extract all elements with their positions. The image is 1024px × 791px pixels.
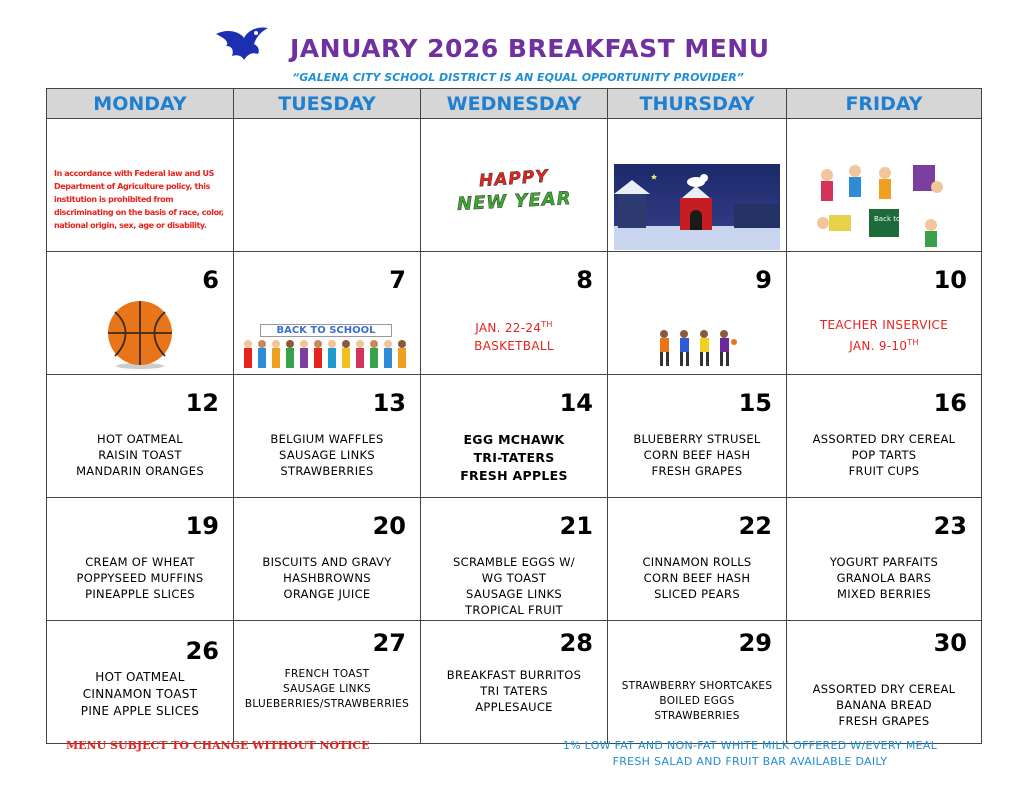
kids-row-icon	[240, 338, 414, 370]
salad-bar-notice: FRESH SALAD AND FRUIT BAR AVAILABLE DAILY	[612, 755, 888, 768]
menu-items	[47, 554, 233, 602]
menu-item: SCRAMBLE EGGS W/	[453, 555, 575, 569]
menu-item: CINNAMON ROLLS	[642, 555, 752, 569]
day-cell	[787, 252, 982, 375]
menu-items	[608, 431, 786, 479]
menu-items	[787, 554, 981, 602]
menu-item: FRESH GRAPES	[838, 714, 930, 728]
snoopy-doghouse-image	[614, 164, 780, 250]
menu-item: FRUIT CUPS	[848, 464, 920, 478]
inservice-label: TEACHER INSERVICE	[819, 318, 949, 332]
milk-and-salad-notice	[520, 738, 980, 770]
day-number: 30	[933, 629, 967, 657]
basketball-dates: JAN. 22-24	[475, 321, 542, 335]
menu-item: BLUEBERRY STRUSEL	[633, 432, 761, 446]
day-cell	[421, 252, 608, 375]
menu-item: RAISIN TOAST	[98, 448, 182, 462]
day-cell	[47, 621, 234, 744]
inservice-dates-suffix: TH	[907, 338, 919, 347]
day-number: 6	[202, 266, 219, 294]
menu-item: HOT OATMEAL	[95, 670, 185, 684]
day-cell	[608, 621, 787, 744]
week-row	[47, 119, 982, 252]
day-cell	[234, 621, 421, 744]
day-cell	[421, 375, 608, 498]
menu-item: HOT OATMEAL	[97, 432, 183, 446]
page-title: JANUARY 2026 BREAKFAST MENU	[290, 34, 770, 63]
menu-item: STRAWBERRIES	[654, 710, 740, 722]
equal-opportunity-subtitle: “GALENA CITY SCHOOL DISTRICT IS AN EQUAL OPPORTUNITY PROVIDER”	[292, 71, 744, 84]
menu-item: TROPICAL FRUIT	[465, 603, 563, 617]
menu-item: SAUSAGE LINKS	[466, 587, 562, 601]
header-wednesday: WEDNESDAY	[421, 89, 608, 119]
menu-item: FRESH APPLES	[460, 468, 568, 483]
basketball-dates-suffix: TH	[541, 320, 553, 329]
menu-item: MANDARIN ORANGES	[76, 464, 204, 478]
day-number: 26	[185, 637, 219, 665]
day-cell	[234, 498, 421, 621]
day-cell	[234, 252, 421, 375]
back-to-school-banner	[240, 322, 414, 370]
day-number: 10	[933, 266, 967, 294]
day-cell	[608, 375, 787, 498]
day-number: 23	[933, 512, 967, 540]
menu-item: SAUSAGE LINKS	[279, 448, 375, 462]
banner-text: BACK TO SCHOOL	[260, 324, 392, 337]
menu-calendar	[46, 88, 982, 744]
menu-item: FRENCH TOAST	[284, 668, 370, 680]
menu-item: CREAM OF WHEAT	[85, 555, 195, 569]
menu-item: POP TARTS	[851, 448, 917, 462]
menu-item: CORN BEEF HASH	[643, 448, 751, 462]
milk-notice: 1% LOW FAT AND NON-FAT WHITE MILK OFFERED W/EVERY MEAL	[562, 739, 938, 752]
menu-item: YOGURT PARFAITS	[829, 555, 939, 569]
day-cell	[234, 375, 421, 498]
menu-item: HASHBROWNS	[283, 571, 371, 585]
menu-item: PINE APPLE SLICES	[80, 704, 200, 718]
day-number: 28	[559, 629, 593, 657]
menu-items	[787, 431, 981, 479]
menu-item: BREAKFAST BURRITOS	[446, 668, 582, 682]
day-cell	[787, 621, 982, 744]
menu-items	[234, 554, 420, 602]
day-number: 15	[738, 389, 772, 417]
menu-item: ASSORTED DRY CEREAL	[812, 682, 956, 696]
week-row	[47, 498, 982, 621]
weekday-header-row	[47, 89, 982, 119]
day-number: 9	[755, 266, 772, 294]
new-year-text: NEW YEAR	[456, 188, 573, 215]
menu-item: FRESH GRAPES	[651, 464, 743, 478]
menu-item: APPLESAUCE	[475, 700, 553, 714]
menu-items	[608, 679, 786, 724]
day-cell	[787, 119, 982, 252]
menu-item: BELGIUM WAFFLES	[270, 432, 384, 446]
week-row	[47, 375, 982, 498]
day-number: 20	[372, 512, 406, 540]
menu-item: PINEAPPLE SLICES	[85, 587, 195, 601]
day-cell	[421, 498, 608, 621]
menu-items	[421, 431, 607, 485]
menu-item: STRAWBERRY SHORTCAKES	[621, 680, 773, 692]
week-row	[47, 621, 982, 744]
day-cell	[47, 375, 234, 498]
day-cell	[47, 252, 234, 375]
day-number: 27	[372, 629, 406, 657]
day-cell	[608, 498, 787, 621]
menu-items	[234, 431, 420, 479]
nondiscrimination-notice: In accordance with Federal law and US Department of Agriculture policy, this institution is prohibited from discriminating on the basis of race, color, national origin, sex, age or disability.	[54, 169, 224, 230]
menu-item: STRAWBERRIES	[280, 464, 374, 478]
menu-items	[421, 667, 607, 715]
day-number: 22	[738, 512, 772, 540]
day-cell	[47, 498, 234, 621]
basketball-icon	[103, 300, 177, 370]
header-thursday: THURSDAY	[608, 89, 787, 119]
inservice-dates: JAN. 9-10	[849, 339, 908, 353]
day-cell	[787, 375, 982, 498]
menu-item: BANANA BREAD	[836, 698, 932, 712]
day-number: 19	[185, 512, 219, 540]
kids-reading-image	[813, 161, 951, 251]
day-number: 14	[559, 389, 593, 417]
basketball-event	[421, 316, 607, 355]
menu-items	[234, 667, 420, 712]
day-number: 7	[389, 266, 406, 294]
menu-items	[608, 554, 786, 602]
eagle-logo-icon	[214, 24, 270, 64]
menu-item: CINNAMON TOAST	[82, 687, 198, 701]
menu-item: POPPYSEED MUFFINS	[76, 571, 204, 585]
day-number: 12	[185, 389, 219, 417]
menu-item: ASSORTED DRY CEREAL	[812, 432, 956, 446]
day-number: 29	[738, 629, 772, 657]
menu-item: TRI-TATERS	[473, 450, 555, 465]
basketball-label: BASKETBALL	[474, 339, 554, 353]
menu-item: WG TOAST	[481, 571, 547, 585]
basketball-players-icon	[654, 328, 738, 370]
day-number: 8	[576, 266, 593, 294]
header-tuesday: TUESDAY	[234, 89, 421, 119]
back-to-school-sign: Back to school	[874, 215, 925, 223]
header-monday: MONDAY	[47, 89, 234, 119]
menu-item: ORANGE JUICE	[283, 587, 371, 601]
day-cell	[47, 119, 234, 252]
menu-items	[47, 669, 233, 720]
menu-items	[421, 554, 607, 618]
inservice-event	[787, 316, 981, 355]
day-cell	[234, 119, 421, 252]
menu-item: SAUSAGE LINKS	[283, 683, 371, 695]
header-friday: FRIDAY	[787, 89, 982, 119]
menu-item: SLICED PEARS	[654, 587, 740, 601]
day-cell	[421, 119, 608, 252]
menu-item: BOILED EGGS	[659, 695, 735, 707]
week-row	[47, 252, 982, 375]
menu-item: TRI TATERS	[480, 684, 548, 698]
day-number: 13	[372, 389, 406, 417]
happy-text: HAPPY	[478, 166, 550, 192]
day-number: 21	[559, 512, 593, 540]
menu-item: MIXED BERRIES	[837, 587, 931, 601]
day-number: 16	[933, 389, 967, 417]
day-cell	[608, 252, 787, 375]
menu-item: CORN BEEF HASH	[643, 571, 751, 585]
happy-new-year-graphic	[456, 166, 573, 221]
day-cell	[421, 621, 608, 744]
menu-items	[787, 681, 981, 729]
menu-item: BISCUITS AND GRAVY	[262, 555, 392, 569]
menu-item: EGG MCHAWK	[463, 432, 565, 447]
menu-item: GRANOLA BARS	[836, 571, 932, 585]
menu-item: BLUEBERRIES/STRAWBERRIES	[244, 698, 410, 710]
day-cell	[787, 498, 982, 621]
menu-change-notice: MENU SUBJECT TO CHANGE WITHOUT NOTICE	[66, 739, 370, 752]
menu-items	[47, 431, 233, 479]
day-cell	[608, 119, 787, 252]
